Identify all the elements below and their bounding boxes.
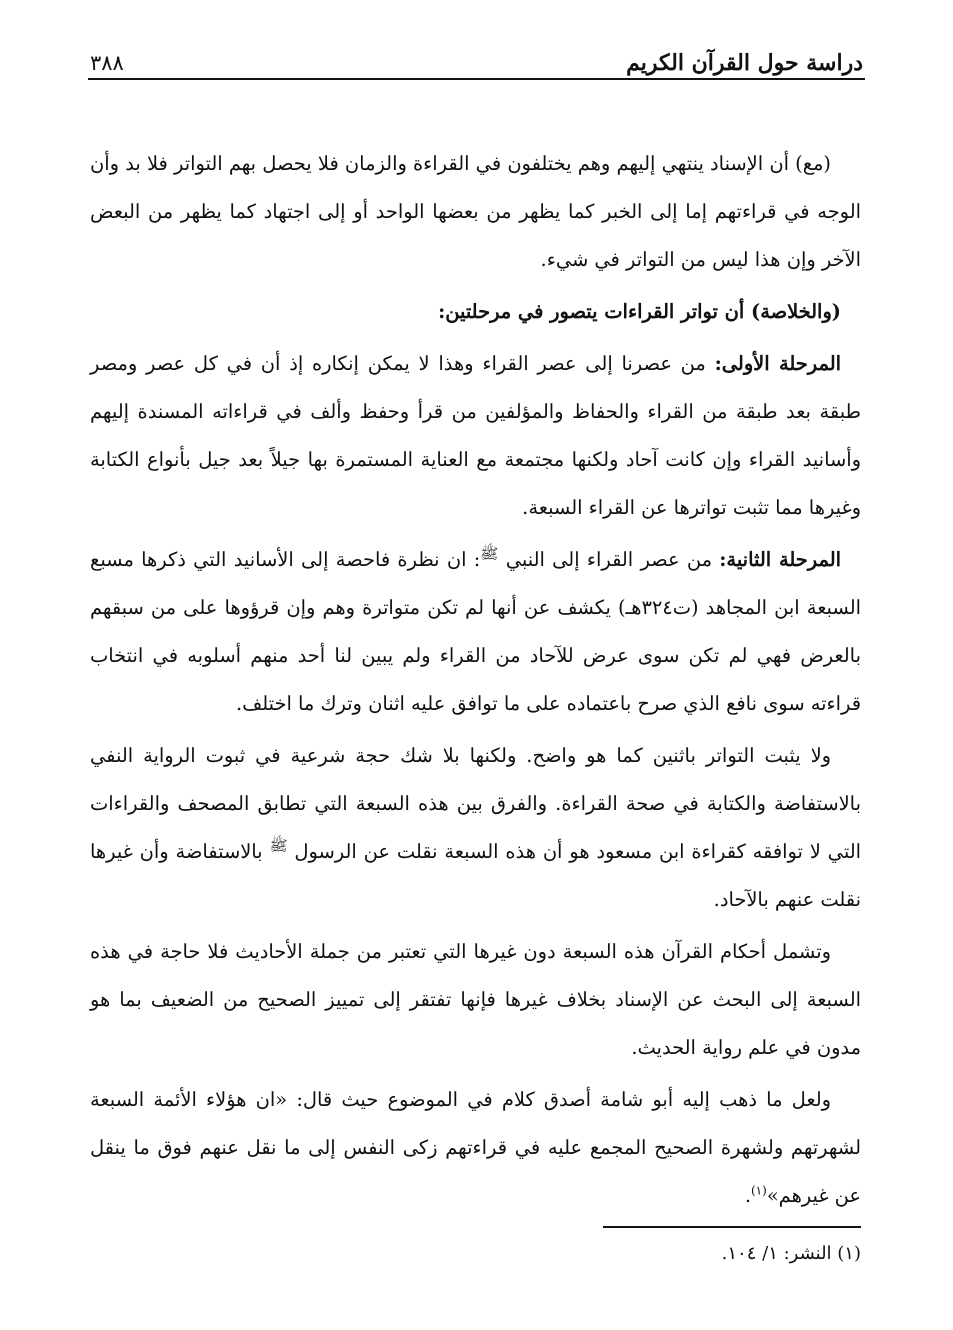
running-header [90,30,863,76]
header-title: دراسة حول القرآن الكريم [626,49,863,76]
second-stage-heading: المرحلة الثانية: [719,548,841,571]
paragraph-2 [90,288,861,336]
honorific-glyph: ﷺ [269,836,288,855]
footnote: (١) النشر: ١/ ١٠٤. [721,1243,861,1264]
paragraph-6 [90,928,861,1072]
paragraph-5-text-after: بالاستفاضة وأن غيرها نقلت عنهم بالآحاد. [90,840,861,911]
paragraph-5-text-before: ولا يثبت التواتر باثنين كما هو واضح. ولكنها بلا شك حجة شرعية في ثبوت الرواية النفي بالاستفاضة والكتابة في صحة القراءة. والفرق بين هذه السبعة التي تطابق المصحف والقراءات التي لا توافقه كقراءة ابن مسعود هو أن هذه السبعة نقلت عن الرسول [90,744,861,863]
paragraph-1-text: (مع) أن الإسناد ينتهي إليهم وهم يختلفون في القراءة والزمان فلا يحصل بهم التواتر فلا بد وأن الوجه في قراءتهم إما إلى الخبر كما يظهر من بعضها الواحد أو إلى اجتهاد كما يظهر من البعض الآخر وإن هذا ليس من التواتر في شيء. [90,152,861,271]
paragraph-7 [90,1076,861,1220]
paragraph-4-text-before: من عصر القراء إلى النبي [498,548,720,571]
paragraph-7-text-before: ولعل ما ذهب إليه أبو شامة أصدق كلام في الموضوع حيث قال: «ان هؤلاء الأئمة السبعة لشهرتهم ولشهرة الصحيح المجمع عليه في قراءتهم زكى النفس إلى ما نقل عنهم فوق ما ينقل عن غيرهم» [90,1088,861,1207]
paragraph-3-text: من عصرنا إلى عصر القراء وهذا لا يمكن إنكاره إذ أن في كل عصر ومصر طبقة بعد طبقة من القراء والحفاظ والمؤلفين من قرأ وحفظ وألف في قراءاته المسندة إليهم وأسانيد القراء وإن كانت آحاد ولكنها مجتمعة مع العناية المستمرة بها جيلاً بعد جيل بأنواع الكتابة وغيرها مما تثبت تواترها عن القراء السبعة. [90,352,861,519]
first-stage-heading: المرحلة الأولى: [714,352,842,375]
footnote-rule [603,1226,861,1228]
paragraph-5 [90,732,861,924]
conclusion-heading: (والخلاصة) أن تواتر القراءات يتصور في مرحلتين: [438,300,841,323]
body-text [90,140,861,1224]
header-rule [88,78,865,80]
honorific-glyph: ﷺ [480,544,499,563]
paragraph-6-text: وتشمل أحكام القرآن هذه السبعة دون غيرها التي تعتبر من جملة الأحاديث فلا حاجة في هذه السبعة إلى البحث عن الإسناد بخلاف غيرها فإنها تفتقر إلى تمييز الصحيح من الضعيف بما هو مدون في علم رواية الحديث. [90,940,861,1059]
paragraph-4 [90,536,861,728]
paragraph-3 [90,340,861,532]
paragraph-1 [90,140,861,284]
paragraph-4-text-after: : ان نظرة فاحصة إلى الأسانيد التي ذكرها مسبع السبعة ابن المجاهد (ت٣٢٤هـ) يكشف عن أنها لم تكن متواترة وهم وإن قرؤوها على من سبقهم بالعرض فهي لم تكن سوى عرض للآحاد من القراء ولم يبين لنا أحد منهم أسلوبه في انتخاب قراءته سوى نافع الذي صرح باعتماده على ما توافق عليه اثنان وترك ما اختلف. [90,548,861,715]
page-number: ٣٨٨ [90,50,124,75]
footnote-reference[interactable]: (١) [750,1183,767,1198]
paragraph-7-text-after: . [744,1184,751,1207]
